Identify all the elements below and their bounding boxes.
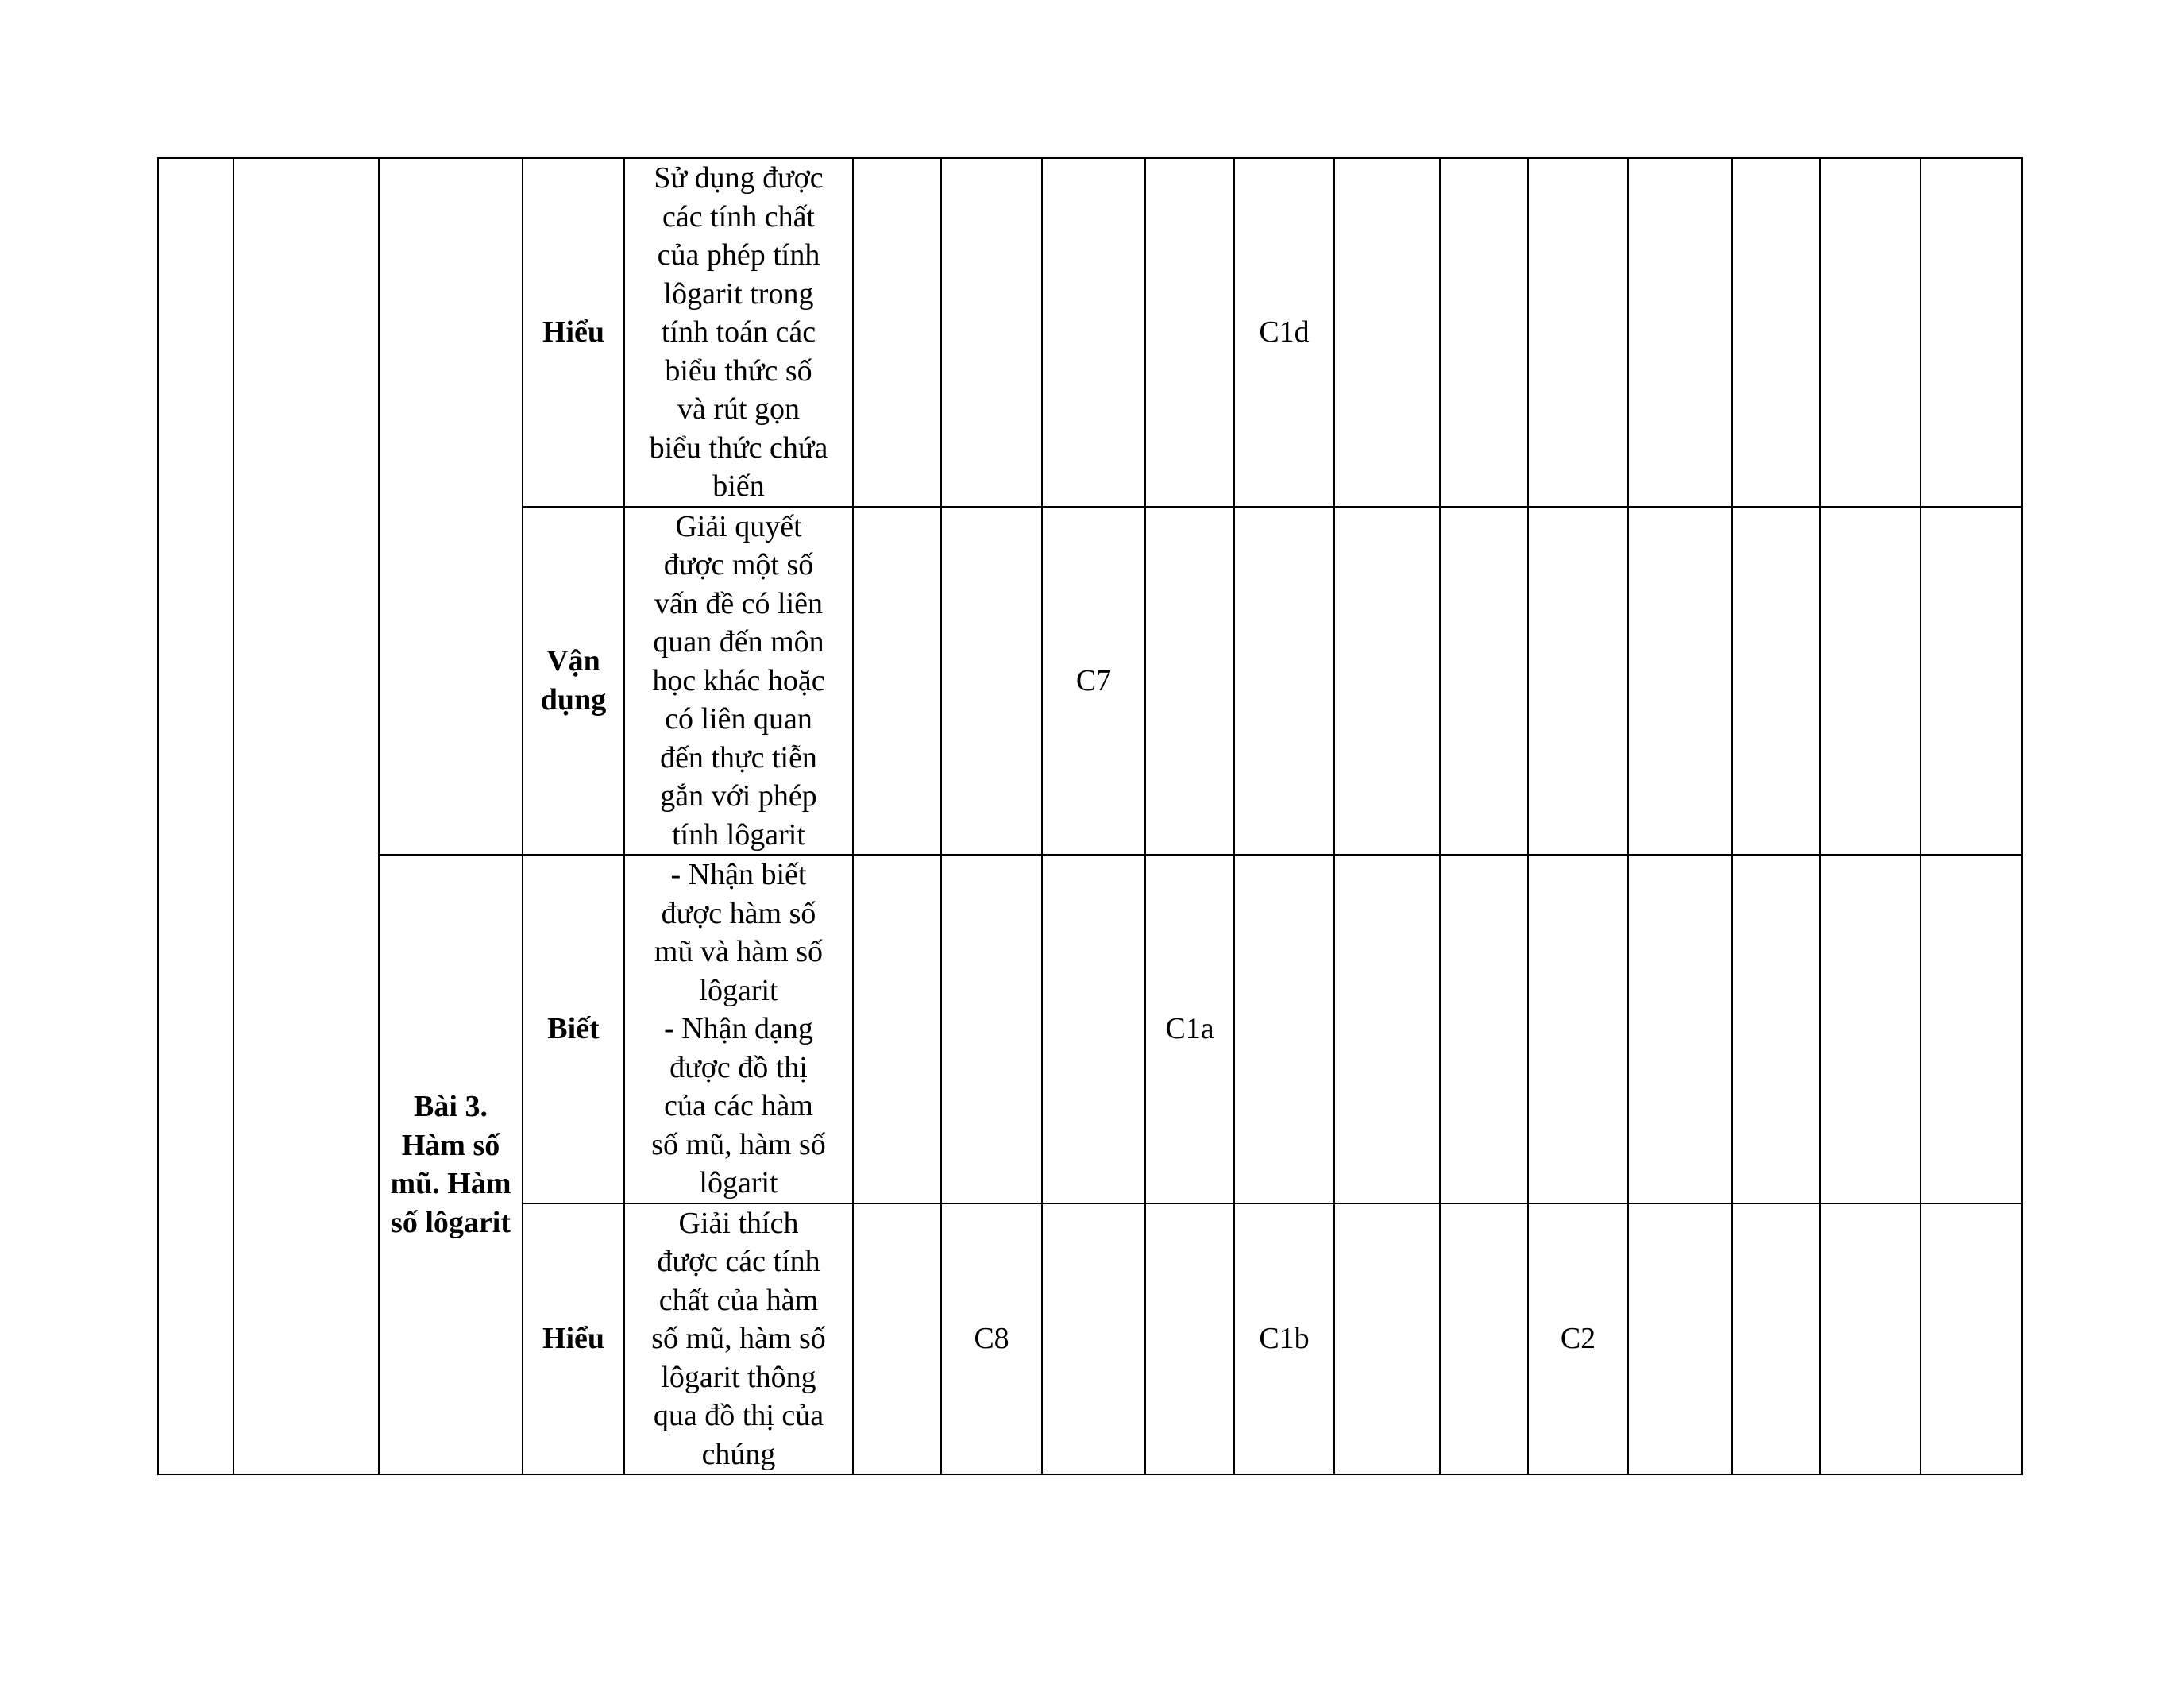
question-cell [1440, 1203, 1528, 1475]
question-cell [1234, 507, 1334, 856]
question-cell [1234, 855, 1334, 1203]
question-cell: C2 [1528, 1203, 1628, 1475]
question-cell [1732, 855, 1820, 1203]
chapter-cell [233, 158, 379, 1474]
question-cell: C8 [941, 1203, 1042, 1475]
lesson-cell-previous [379, 158, 523, 855]
question-cell [1628, 1203, 1732, 1475]
question-cell [1145, 158, 1234, 507]
question-cell [1042, 158, 1145, 507]
table-row [158, 855, 2022, 1203]
question-cell [941, 158, 1042, 507]
question-cell [1145, 1203, 1234, 1475]
description-cell: - Nhận biết được hàm số mũ và hàm số lôgarit - Nhận dạng được đồ thị của các hàm số mũ, hàm số lôgarit [624, 855, 853, 1203]
question-cell [1920, 1203, 2022, 1475]
question-cell [853, 1203, 941, 1475]
question-cell [1732, 507, 1820, 856]
question-cell [1440, 507, 1528, 856]
question-cell [1820, 507, 1920, 856]
question-cell [1440, 855, 1528, 1203]
question-cell [1145, 507, 1234, 856]
question-cell [1528, 855, 1628, 1203]
question-cell [1820, 1203, 1920, 1475]
question-cell [1820, 855, 1920, 1203]
question-cell [1440, 158, 1528, 507]
description-cell: Giải quyết được một số vấn đề có liên quan đến môn học khác hoặc có liên quan đến thực tiễn gắn với phép tính lôgarit [624, 507, 853, 856]
question-cell [1042, 855, 1145, 1203]
question-cell [1628, 855, 1732, 1203]
level-cell: Hiểu [523, 158, 624, 507]
table-row [158, 158, 2022, 507]
question-cell [1920, 855, 2022, 1203]
description-cell: Sử dụng được các tính chất của phép tính lôgarit trong tính toán các biểu thức số và rút gọn biểu thức chứa biến [624, 158, 853, 507]
question-cell [1334, 855, 1440, 1203]
index-cell [158, 158, 233, 1474]
question-cell [1920, 507, 2022, 856]
question-cell [941, 507, 1042, 856]
question-cell [1628, 507, 1732, 856]
question-cell [1920, 158, 2022, 507]
question-cell: C1d [1234, 158, 1334, 507]
question-cell: C1a [1145, 855, 1234, 1203]
level-cell: Vận dụng [523, 507, 624, 856]
question-cell [1334, 158, 1440, 507]
question-cell [941, 855, 1042, 1203]
question-cell: C1b [1234, 1203, 1334, 1475]
lesson-cell: Bài 3. Hàm số mũ. Hàm số lôgarit [379, 855, 523, 1474]
level-cell: Hiểu [523, 1203, 624, 1475]
question-cell [1334, 1203, 1440, 1475]
question-cell [1820, 158, 1920, 507]
question-cell [853, 158, 941, 507]
question-cell [1732, 158, 1820, 507]
question-cell [1628, 158, 1732, 507]
question-cell [853, 855, 941, 1203]
question-cell [1528, 158, 1628, 507]
assessment-matrix-table [157, 157, 2023, 1475]
question-cell: C7 [1042, 507, 1145, 856]
question-cell [853, 507, 941, 856]
question-cell [1042, 1203, 1145, 1475]
question-cell [1334, 507, 1440, 856]
description-cell: Giải thích được các tính chất của hàm số mũ, hàm số lôgarit thông qua đồ thị của chúng [624, 1203, 853, 1475]
question-cell [1528, 507, 1628, 856]
level-cell: Biết [523, 855, 624, 1203]
question-cell [1732, 1203, 1820, 1475]
